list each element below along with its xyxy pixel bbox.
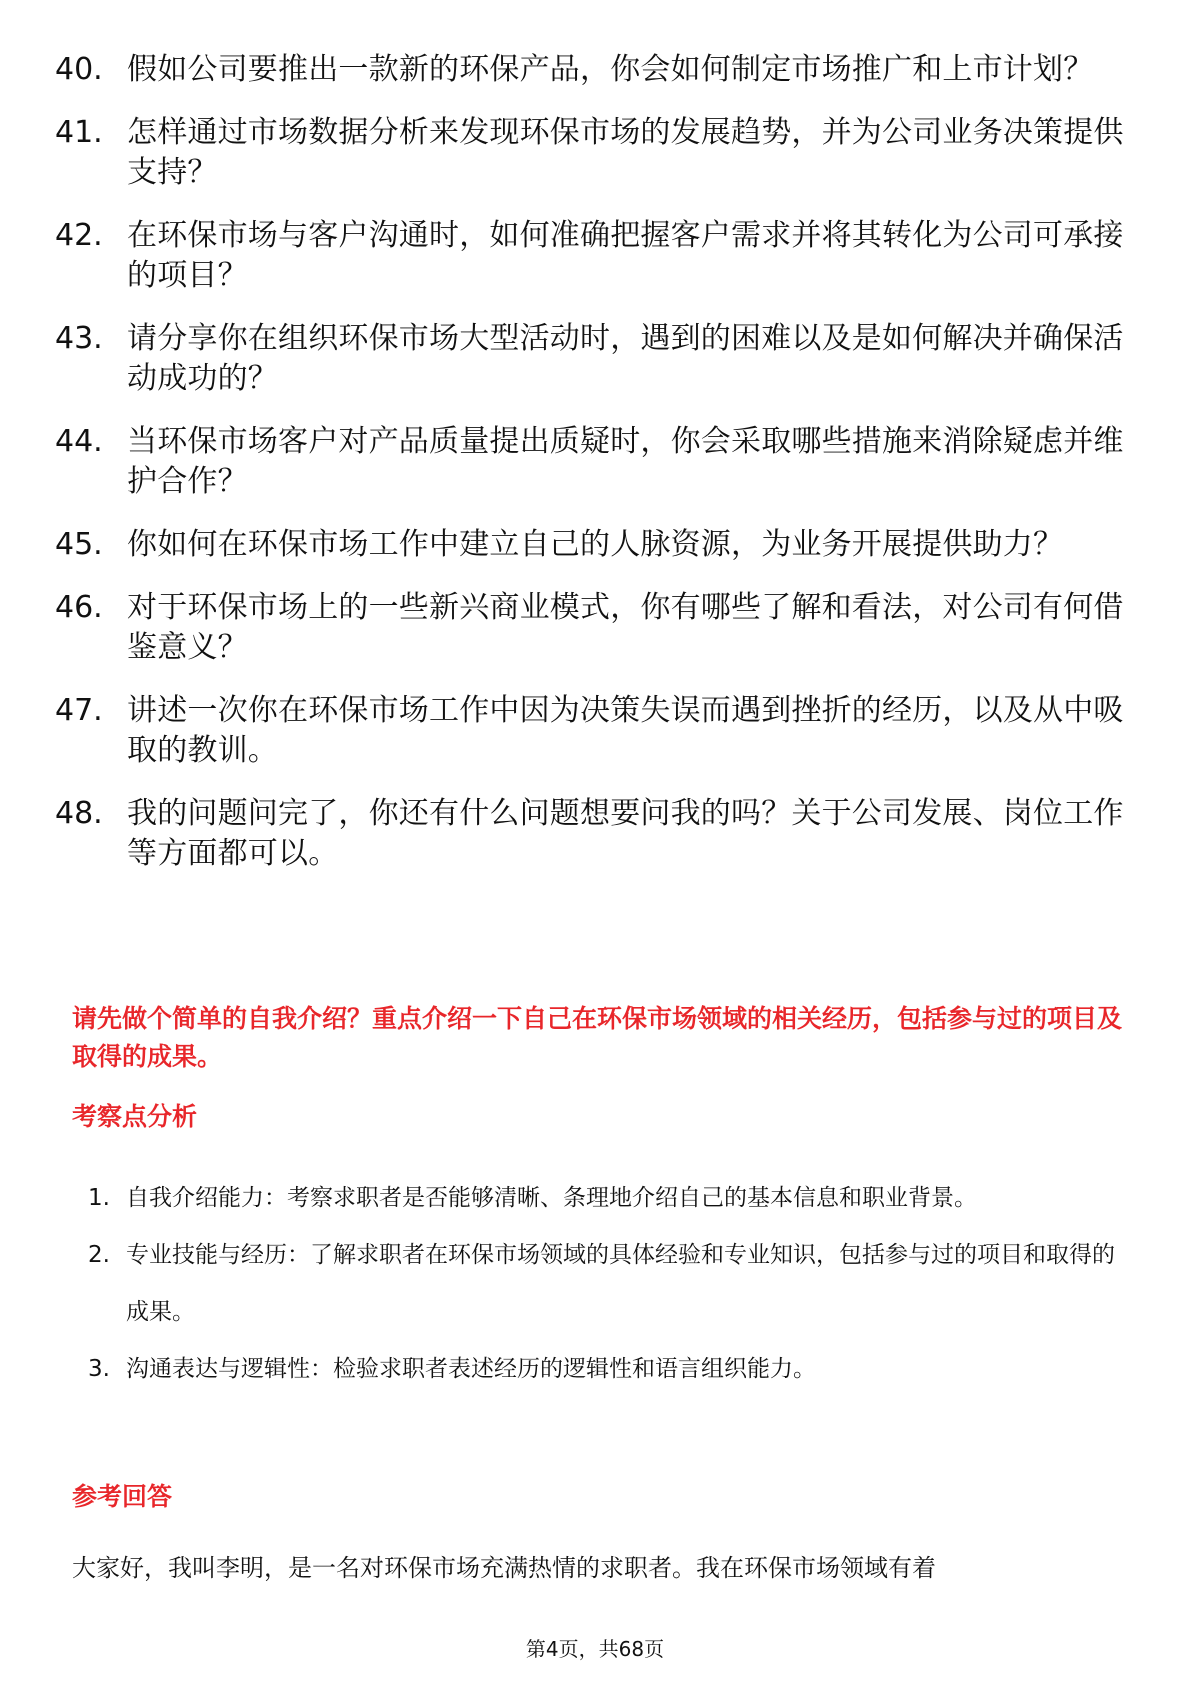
- question-text: 我的问题问完了，你还有什么问题想要问我的吗？关于公司发展、岗位工作等方面都可以。: [127, 796, 1124, 871]
- point-number: 3.: [88, 1356, 110, 1382]
- question-number: 46.: [55, 590, 103, 625]
- question-number: 48.: [55, 796, 103, 831]
- question-text: 怎样通过市场数据分析来发现环保市场的发展趋势，并为公司业务决策提供支持？: [127, 115, 1124, 190]
- question-item: [55, 216, 1125, 296]
- point-text: 专业技能与经历：了解求职者在环保市场领域的具体经验和专业知识，包括参与过的项目和取得的成果。: [126, 1242, 1115, 1325]
- question-number: 43.: [55, 321, 103, 356]
- highlight-question: 请先做个简单的自我介绍？重点介绍一下自己在环保市场领域的相关经历，包括参与过的项目及取得的成果。: [72, 1004, 1123, 1071]
- question-text: 在环保市场与客户沟通时，如何准确把握客户需求并将其转化为公司可承接的项目？: [127, 218, 1124, 293]
- reference-heading: 参考回答: [72, 1482, 173, 1511]
- question-item: [55, 525, 1125, 565]
- question-item: [55, 588, 1125, 668]
- question-item: [55, 422, 1125, 502]
- question-number: 42.: [55, 218, 103, 253]
- question-text: 你如何在环保市场工作中建立自己的人脉资源，为业务开展提供助力？: [127, 527, 1064, 562]
- point-number: 1.: [88, 1185, 110, 1211]
- page-footer: 第4页，共68页: [525, 1637, 665, 1661]
- question-text: 对于环保市场上的一些新兴商业模式，你有哪些了解和看法，对公司有何借鉴意义？: [127, 590, 1124, 665]
- point-text: 自我介绍能力：考察求职者是否能够清晰、条理地介绍自己的基本信息和职业背景。: [126, 1185, 977, 1211]
- question-number: 41.: [55, 115, 103, 150]
- analysis-point: [72, 1341, 1122, 1398]
- question-item: [55, 113, 1125, 193]
- question-number: 44.: [55, 424, 103, 459]
- reference-answer: 大家好，我叫李明，是一名对环保市场充满热情的求职者。我在环保市场领域有着: [72, 1554, 936, 1582]
- analysis-heading: 考察点分析: [72, 1102, 198, 1131]
- question-number: 45.: [55, 527, 103, 562]
- question-text: 请分享你在组织环保市场大型活动时，遇到的困难以及是如何解决并确保活动成功的？: [127, 321, 1124, 396]
- question-item: [55, 319, 1125, 399]
- analysis-point-list: [72, 1170, 1122, 1398]
- analysis-point: [72, 1170, 1122, 1227]
- question-item: [55, 50, 1125, 90]
- point-number: 2.: [88, 1242, 110, 1268]
- analysis-point: [72, 1227, 1122, 1341]
- point-text: 沟通表达与逻辑性：检验求职者表述经历的逻辑性和语言组织能力。: [126, 1356, 816, 1382]
- question-text: 讲述一次你在环保市场工作中因为决策失误而遇到挫折的经历，以及从中吸取的教训。: [127, 693, 1124, 768]
- question-item: [55, 691, 1125, 771]
- question-text: 假如公司要推出一款新的环保产品，你会如何制定市场推广和上市计划？: [127, 52, 1094, 87]
- question-item: [55, 794, 1125, 874]
- question-number: 47.: [55, 693, 103, 728]
- question-list: [55, 50, 1125, 897]
- question-number: 40.: [55, 52, 103, 87]
- question-text: 当环保市场客户对产品质量提出质疑时，你会采取哪些措施来消除疑虑并维护合作？: [127, 424, 1124, 499]
